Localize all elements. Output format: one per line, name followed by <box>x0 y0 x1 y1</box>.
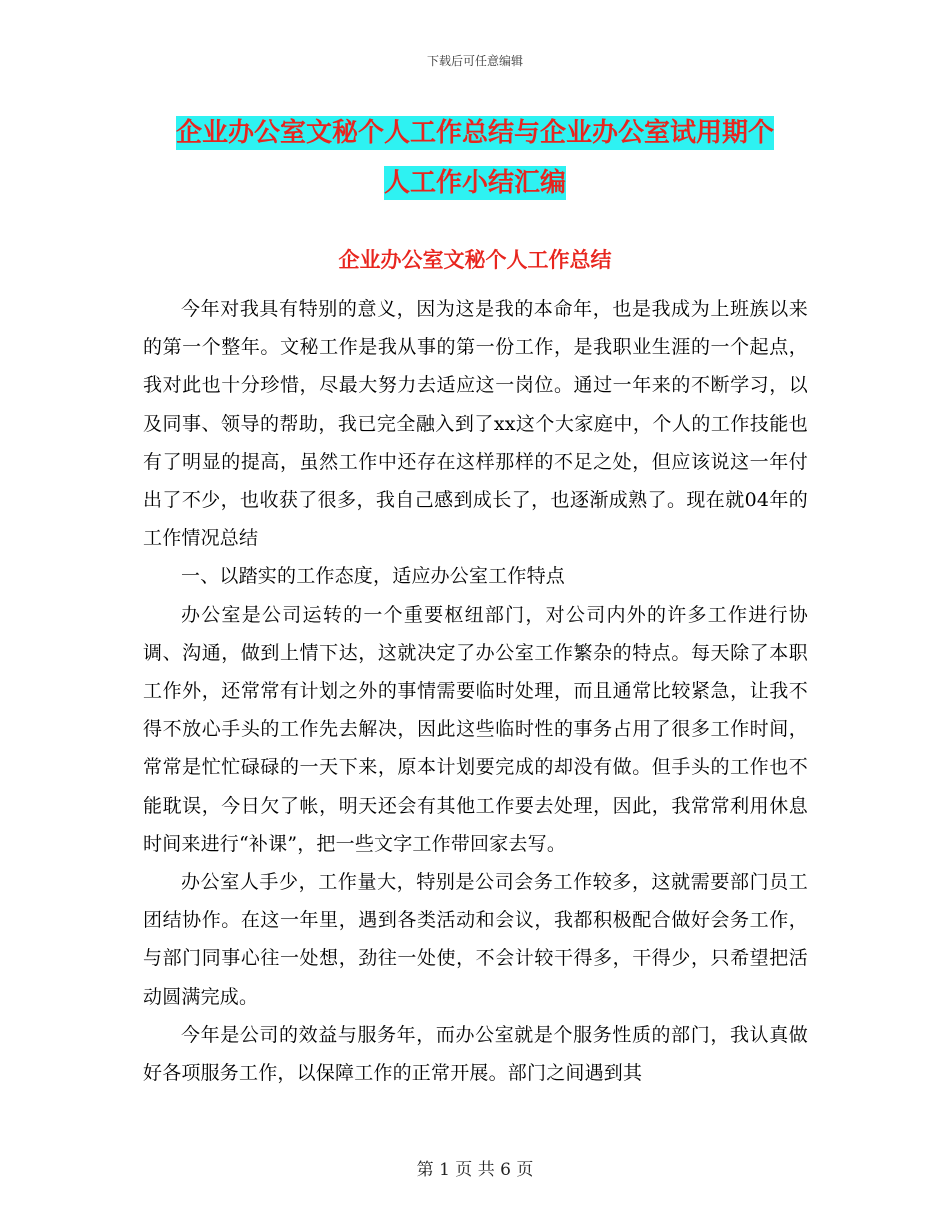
page-header-note: 下载后可任意编辑 <box>426 54 523 68</box>
paragraph-intro: 今年对我具有特别的意义，因为这是我的本命年，也是我成为上班族以来的第一个整年。文秘工作是我从事的第一份工作，是我职业生涯的一个起点，我对此也十分珍惜，尽最大努力去适应这一岗位。通过一年来的不断学习，以及同事、领导的帮助，我已完全融入到了xx这个大家庭中，个人的工作技能也有了明显的提高，虽然工作中还存在这样那样的不足之处，但应该说这一年付出了不少，也收获了很多，我自己感到成长了，也逐渐成熟了。现在就04年的工作情况总结 <box>143 298 808 550</box>
paragraph-office-role: 办公室是公司运转的一个重要枢纽部门，对公司内外的许多工作进行协调、沟通，做到上情下达，这就决定了办公室工作繁杂的特点。每天除了本职工作外，还常常有计划之外的事情需要临时处理，而且通常比较紧急，让我不得不放心手头的工作先去解决，因此这些临时性的事务占用了很多工作时间，常常是忙忙碌碌的一天下来，原本计划要完成的却没有做。但手头的工作也不能耽误，今日欠了帐，明天还会有其他工作要去处理，因此，我常常利用休息时间来进行“补课”，把一些文字工作带回家去写。 <box>143 603 808 855</box>
paragraph-service: 今年是公司的效益与服务年，而办公室就是个服务性质的部门，我认真做好各项服务工作，以保障工作的正常开展。部门之间遇到其 <box>143 1023 808 1085</box>
document-title <box>145 108 805 208</box>
paragraph-heading-1: 一、以踏实的工作态度，适应办公室工作特点 <box>181 565 566 588</box>
document-title-line-1: 企业办公室文秘个人工作总结与企业办公室试用期个 <box>175 118 774 148</box>
page-number: 第 1 页 共 6 页 <box>416 1160 534 1180</box>
document-title-line-2: 人工作小结汇编 <box>383 168 566 198</box>
section-title: 企业办公室文秘个人工作总结 <box>338 247 612 272</box>
paragraph-teamwork: 办公室人手少，工作量大，特别是公司会务工作较多，这就需要部门员工团结协作。在这一年里，遇到各类活动和会议，我都积极配合做好会务工作，与部门同事心往一处想，劲往一处使，不会计较干得多，干得少，只希望把活动圆满完成。 <box>143 871 808 1008</box>
document-body <box>143 290 808 1092</box>
